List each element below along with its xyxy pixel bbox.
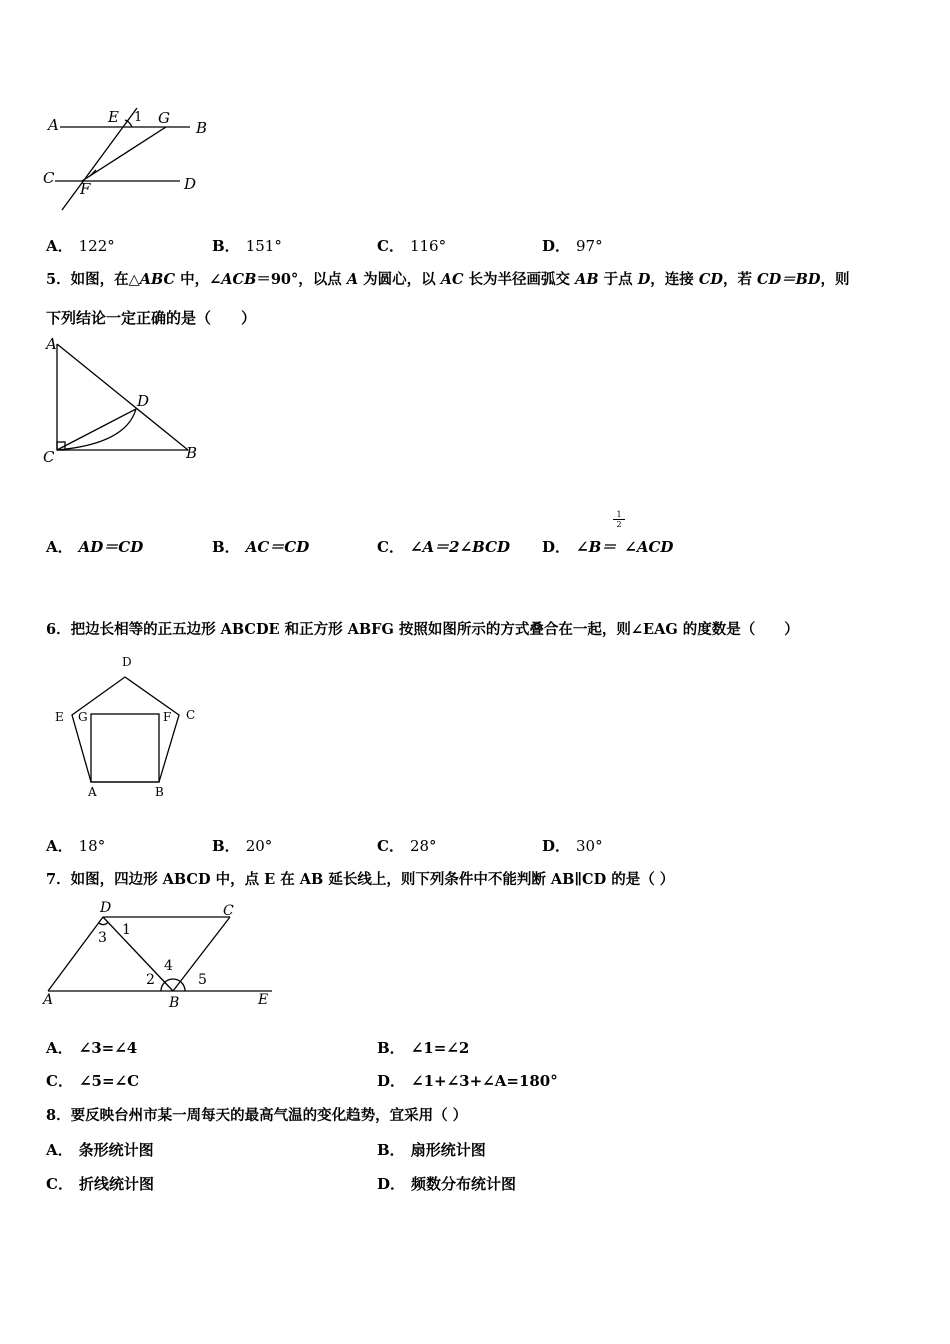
option-value: 扇形统计图 xyxy=(410,1141,486,1159)
option-value: ∠3=∠4 xyxy=(78,1039,138,1057)
label-a: A xyxy=(46,335,57,353)
label-c: C xyxy=(186,708,196,722)
option-key: C． xyxy=(46,1175,73,1193)
segment-db xyxy=(103,917,173,991)
q5-option-c[interactable] xyxy=(377,537,510,557)
q4-option-a[interactable] xyxy=(46,236,115,256)
pentagon-abcde xyxy=(72,677,179,782)
line-ef xyxy=(62,108,137,210)
side-ab xyxy=(57,344,188,450)
fraction-one-half xyxy=(613,510,625,529)
label-b: B xyxy=(155,785,164,799)
option-key: B． xyxy=(212,237,240,255)
option-value: ∠1+∠3+∠A=180° xyxy=(411,1072,558,1090)
option-value: 122° xyxy=(78,237,115,255)
label-a: A xyxy=(88,785,97,799)
option-value: 97° xyxy=(576,237,603,255)
option-key: A． xyxy=(46,1039,73,1057)
label-d: D xyxy=(137,392,150,410)
option-key: B． xyxy=(212,538,240,556)
option-value-pre: ∠B＝ xyxy=(576,538,617,556)
label-f: F xyxy=(80,180,91,198)
segment-ad xyxy=(48,917,103,991)
option-value: ∠5=∠C xyxy=(78,1072,140,1090)
option-key: C． xyxy=(377,538,404,556)
label-1: 1 xyxy=(122,922,131,938)
label-c: C xyxy=(43,169,55,187)
option-key: C． xyxy=(377,237,404,255)
line-fg xyxy=(82,127,166,181)
label-1: 1 xyxy=(134,110,143,125)
square-abfg xyxy=(91,714,159,782)
q8-option-b[interactable] xyxy=(377,1140,486,1160)
q5-figure xyxy=(40,332,210,467)
q8-stem: 8．要反映台州市某一周每天的最高气温的变化趋势，宜采用（ ） xyxy=(46,1107,468,1124)
label-2: 2 xyxy=(146,972,155,988)
label-g: G xyxy=(158,109,170,127)
q5-option-b[interactable] xyxy=(212,537,309,557)
q5-option-a[interactable] xyxy=(46,537,143,557)
option-value: ∠A＝2∠BCD xyxy=(409,538,511,556)
label-c: C xyxy=(43,448,55,466)
label-d: D xyxy=(122,655,132,669)
option-key: C． xyxy=(377,837,404,855)
label-4: 4 xyxy=(164,958,173,974)
option-key: A． xyxy=(46,237,73,255)
option-key: D． xyxy=(542,837,571,855)
q5-stem-line1: 5．如图，在△ABC 中，∠ACB＝90°，以点 A 为圆心，以 AC 长为半径画弧交 AB 于点 D，连接 CD，若 CD＝BD，则 xyxy=(46,271,850,288)
q7-option-d[interactable] xyxy=(377,1071,558,1091)
option-value: 151° xyxy=(245,237,282,255)
q6-option-c[interactable] xyxy=(377,836,437,856)
q7-figure xyxy=(40,895,280,1015)
label-e: E xyxy=(55,710,64,724)
option-key: B． xyxy=(212,837,240,855)
label-b: B xyxy=(186,444,198,462)
label-a: A xyxy=(48,116,59,134)
label-e: E xyxy=(258,992,269,1008)
q7-option-b[interactable] xyxy=(377,1038,469,1058)
option-value: 116° xyxy=(409,237,447,255)
q8-option-d[interactable] xyxy=(377,1174,516,1194)
q5-stem-line2: 下列结论一定正确的是（ ） xyxy=(46,309,257,327)
label-e: E xyxy=(108,108,119,126)
option-value: 折线统计图 xyxy=(78,1175,154,1193)
label-a: A xyxy=(43,992,54,1008)
label-c: C xyxy=(223,903,234,919)
option-key: B． xyxy=(377,1141,405,1159)
option-key: B． xyxy=(377,1039,405,1057)
q5-option-d[interactable] xyxy=(542,537,673,557)
option-key: D． xyxy=(542,538,571,556)
option-value: ∠1=∠2 xyxy=(410,1039,470,1057)
q7-stem: 7．如图，四边形 ABCD 中，点 E 在 AB 延长线上，则下列条件中不能判断 AB∥CD 的是（ ） xyxy=(46,871,675,888)
q4-option-d[interactable] xyxy=(542,236,603,256)
frac-denominator: 2 xyxy=(613,519,625,529)
q6-option-a[interactable] xyxy=(46,836,105,856)
option-key: C． xyxy=(46,1072,73,1090)
label-b: B xyxy=(169,995,180,1011)
segment-cd xyxy=(57,409,136,450)
option-value: 20° xyxy=(245,837,273,855)
option-value: 18° xyxy=(78,837,106,855)
q4-figure xyxy=(40,100,220,220)
option-key: D． xyxy=(377,1175,406,1193)
q6-figure xyxy=(45,650,205,800)
option-key: A． xyxy=(46,538,73,556)
angle-d-arc xyxy=(99,922,108,925)
label-f: F xyxy=(163,710,172,724)
label-d: D xyxy=(184,175,197,193)
option-key: A． xyxy=(46,1141,73,1159)
option-value: 30° xyxy=(576,837,603,855)
option-value-post: ∠ACD xyxy=(624,538,674,556)
label-3: 3 xyxy=(98,930,107,946)
frac-numerator: 1 xyxy=(616,510,622,519)
label-g: G xyxy=(78,710,88,724)
option-value: 条形统计图 xyxy=(78,1141,154,1159)
q6-option-b[interactable] xyxy=(212,836,272,856)
q4-option-c[interactable] xyxy=(377,236,446,256)
q7-option-c[interactable] xyxy=(46,1071,139,1091)
q8-option-c[interactable] xyxy=(46,1174,154,1194)
label-5: 5 xyxy=(198,972,207,988)
label-b: B xyxy=(196,119,208,137)
option-key: D． xyxy=(542,237,571,255)
option-value: 频数分布统计图 xyxy=(411,1175,517,1193)
option-value: 28° xyxy=(409,837,437,855)
option-value: AC＝CD xyxy=(245,538,310,556)
option-key: A． xyxy=(46,837,73,855)
q6-stem: 6．把边长相等的正五边形 ABCDE 和正方形 ABFG 按照如图所示的方式叠合在一起，则∠EAG 的度数是（ ） xyxy=(46,621,799,638)
q6-option-d[interactable] xyxy=(542,836,603,856)
q7-option-a[interactable] xyxy=(46,1038,137,1058)
option-key: D． xyxy=(377,1072,406,1090)
q4-option-b[interactable] xyxy=(212,236,282,256)
option-value: AD＝CD xyxy=(78,538,144,556)
q8-option-a[interactable] xyxy=(46,1140,154,1160)
label-d: D xyxy=(100,900,112,916)
